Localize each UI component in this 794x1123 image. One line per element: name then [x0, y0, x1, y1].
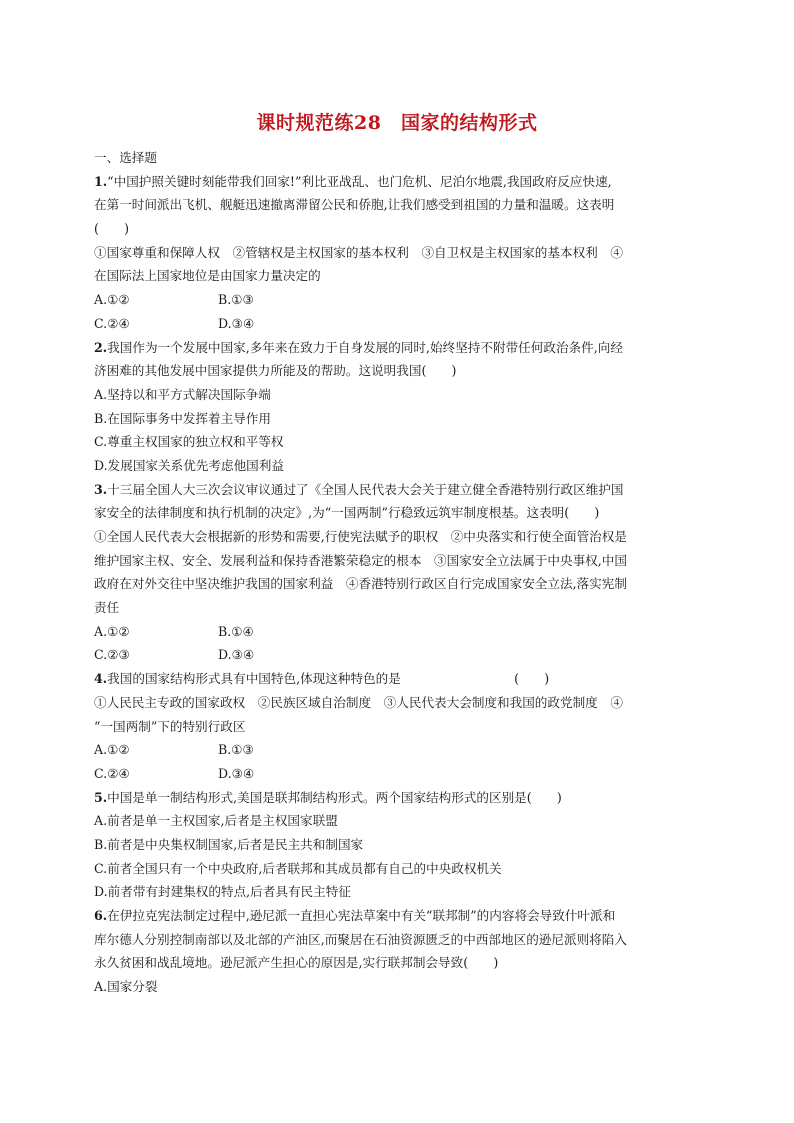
option-row — [94, 620, 704, 644]
question-text-line — [94, 241, 704, 265]
answer-option: D.③④ — [218, 315, 255, 331]
question-text: 库尔德人分别控制南部以及北部的产油区,而聚居在石油资源匮乏的中西部地区的逊尼派则将陷入 — [94, 931, 627, 947]
question-text-line — [94, 501, 704, 525]
question-number: 5. — [94, 789, 108, 805]
question-text: 济困难的其他发展中国家提供力所能及的帮助。这说明我国( ) — [94, 363, 457, 379]
answer-option: C.②④ — [94, 315, 130, 331]
answer-option: C.②④ — [94, 765, 130, 781]
question-text-line — [94, 525, 704, 549]
answer-option: D.前者带有封建集权的特点,后者具有民主特征 — [94, 884, 351, 900]
question-text-line — [94, 217, 704, 241]
question-text: 政府在对外交往中坚决维护我国的国家利益 ④香港特别行政区自行完成国家安全立法,落实宪制 — [94, 576, 627, 592]
option-row — [94, 454, 704, 478]
question-text-line — [94, 928, 704, 952]
option-row — [94, 857, 704, 881]
answer-option: D.③④ — [218, 647, 255, 663]
answer-option: C.②③ — [94, 647, 130, 663]
question-text: ( ) — [94, 221, 130, 237]
option-row — [94, 738, 704, 762]
question-number: 6. — [94, 908, 108, 923]
question-text: 永久贫困和战乱境地。逊尼派产生担心的原因是,实行联邦制会导致( ) — [94, 955, 499, 971]
question-stem — [94, 478, 704, 502]
answer-option: A.坚持以和平方式解决国际争端 — [94, 386, 271, 402]
answer-option: D.③④ — [218, 765, 255, 781]
answer-option: B.①④ — [218, 623, 254, 639]
question-number: 2. — [94, 339, 108, 355]
question-text: ①国家尊重和保障人权 ②管辖权是主权国家的基本权利 ③自卫权是主权国家的基本权利 ④ — [94, 244, 623, 260]
answer-option: C.尊重主权国家的独立权和平等权 — [94, 434, 284, 450]
page-title: 课时规范练28 国家的结构形式 — [256, 112, 538, 134]
question-4 — [94, 667, 704, 785]
answer-option: A.①② — [94, 292, 130, 308]
question-list — [94, 170, 704, 999]
question-text-line — [94, 549, 704, 573]
question-text-line — [94, 359, 704, 383]
option-row — [94, 430, 704, 454]
question-stem — [94, 904, 704, 928]
question-content — [94, 146, 704, 999]
question-text: 责任 — [94, 600, 120, 616]
answer-option: B.①③ — [218, 292, 254, 308]
question-text-line — [94, 691, 704, 715]
question-text: 中国是单一制结构形式,美国是联邦制结构形式。两个国家结构形式的区别是( ) — [107, 789, 562, 805]
answer-option: A.①② — [94, 623, 130, 639]
question-text: “中国护照关键时刻能带我们回家!”利比亚战乱、也门危机、尼泊尔地震,我国政府反应快速, — [107, 173, 612, 189]
question-text-line — [94, 572, 704, 596]
question-2 — [94, 336, 704, 478]
question-number: 1. — [94, 173, 108, 189]
answer-option: A.前者是单一主权国家,后者是主权国家联盟 — [94, 813, 338, 829]
answer-option: B.①③ — [218, 742, 254, 758]
option-row — [94, 975, 704, 999]
question-1 — [94, 170, 704, 336]
answer-option: C.前者全国只有一个中央政府,后者联邦和其成员都有自己的中央政权机关 — [94, 860, 502, 876]
question-text: 维护国家主权、安全、发展利益和保持香港繁荣稳定的根本 ③国家安全立法属于中央事权,中国 — [94, 552, 627, 568]
question-text-line — [94, 264, 704, 288]
question-text: 我国的国家结构形式具有中国特色,体现这种特色的是 ( ) — [107, 671, 550, 687]
answer-option: A.国家分裂 — [94, 979, 158, 995]
question-6 — [94, 904, 704, 999]
answer-option: D.发展国家关系优先考虑他国利益 — [94, 457, 284, 473]
question-stem — [94, 667, 704, 691]
question-text: ①全国人民代表大会根据新的形势和需要,行使宪法赋予的职权 ②中央落实和行使全面管治权是 — [94, 529, 627, 544]
question-3 — [94, 478, 704, 668]
question-text: 在国际法上国家地位是由国家力量决定的 — [94, 268, 321, 284]
question-text: 在第一时间派出飞机、舰艇迅速撤离滞留公民和侨胞,让我们感受到祖国的力量和温暖。这表明 — [94, 197, 615, 213]
section-heading: 一、选择题 — [94, 150, 157, 165]
option-row — [94, 407, 704, 431]
question-text: 十三届全国人大三次会议审议通过了《全国人民代表大会关于建立健全香港特别行政区维护国 — [107, 481, 624, 497]
option-row — [94, 762, 704, 786]
option-row — [94, 383, 704, 407]
question-number: 3. — [94, 481, 108, 497]
question-text-line — [94, 951, 704, 975]
question-text: 我国作为一个发展中国家,多年来在致力于自身发展的同时,始终坚持不附带任何政治条件,向经 — [107, 339, 623, 355]
question-text-line — [94, 193, 704, 217]
question-number: 4. — [94, 671, 108, 687]
question-text-line — [94, 596, 704, 620]
option-row — [94, 809, 704, 833]
question-stem — [94, 786, 704, 810]
option-row — [94, 643, 704, 667]
question-text: “一国两制”下的特别行政区 — [94, 718, 246, 734]
option-row — [94, 312, 704, 336]
question-5 — [94, 786, 704, 904]
question-stem — [94, 170, 704, 194]
question-text: 在伊拉克宪法制定过程中,逊尼派一直担心宪法草案中有关“联邦制”的内容将会导致什叶派和 — [107, 908, 616, 923]
question-text: ①人民民主专政的国家政权 ②民族区域自治制度 ③人民代表大会制度和我国的政党制度 ④ — [94, 694, 623, 710]
answer-option: B.前者是中央集权制国家,后者是民主共和制国家 — [94, 836, 364, 852]
answer-option: B.在国际事务中发挥着主导作用 — [94, 410, 271, 426]
answer-option: A.①② — [94, 742, 130, 758]
option-row — [94, 833, 704, 857]
question-stem — [94, 336, 704, 360]
question-text: 家安全的法律制度和执行机制的决定》,为“一国两制”行稳致远筑牢制度根基。这表明( ) — [94, 505, 600, 521]
question-text-line — [94, 715, 704, 739]
option-row — [94, 288, 704, 312]
option-row — [94, 880, 704, 904]
